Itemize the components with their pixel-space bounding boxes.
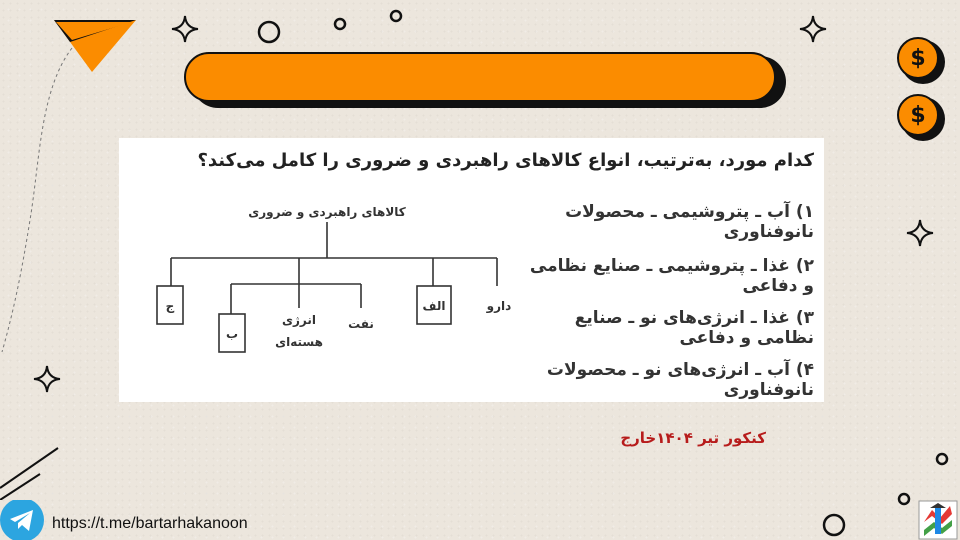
- tree-node-jim: ج: [165, 299, 175, 313]
- tree-node-alef: الف: [422, 299, 446, 313]
- dollar-coin-icon: [897, 94, 939, 136]
- sparkle-star-icon: [170, 14, 200, 44]
- sparkle-star-icon: [798, 14, 828, 44]
- ring-decoration: [934, 451, 950, 467]
- ring-decoration: [332, 16, 348, 32]
- coin-symbol: $: [910, 45, 926, 71]
- title-bar: [184, 52, 776, 102]
- option-1[interactable]: ۱) آب ـ پتروشیمی ـ محصولات نانوفناوری: [565, 202, 814, 242]
- sparkle-star-icon: [905, 218, 935, 248]
- ring-decoration: [388, 8, 404, 24]
- option-2[interactable]: ۲) غذا ـ پتروشیمی ـ صنایع نظامی و دفاعی: [529, 256, 814, 296]
- tree-node-medicine: دارو: [486, 299, 512, 313]
- ring-decoration: [256, 19, 282, 45]
- tree-node-be: ب: [225, 327, 239, 341]
- option-3[interactable]: ۳) غذا ـ انرژی‌های نو ـ صنایع نظامی و دفاعی: [574, 308, 814, 348]
- dollar-coin-icon: [897, 37, 939, 79]
- diagonal-lines-decoration: [0, 440, 70, 500]
- tree-node-nuclear-2: هسته‌ای: [275, 335, 323, 349]
- coin-symbol: $: [910, 102, 926, 128]
- exam-source-label: کنکور تیر ۱۴۰۴خارج: [620, 429, 766, 447]
- telegram-icon[interactable]: [0, 500, 46, 540]
- sparkle-star-icon: [32, 364, 62, 394]
- ring-decoration: [896, 491, 912, 507]
- paper-plane-icon: [52, 16, 138, 76]
- telegram-channel-link[interactable]: https://t.me/bartarhakanoon: [52, 515, 248, 532]
- question-text: کدام مورد، به‌ترتیب، انواع کالاهای راهبردی و ضروری را کامل می‌کند؟: [197, 150, 814, 171]
- ring-decoration: [821, 512, 847, 538]
- tree-node-oil: نفت: [348, 317, 374, 331]
- option-4[interactable]: ۴) آب ـ انرژی‌های نو ـ محصولات نانوفناوری: [546, 360, 814, 400]
- scale-logo-icon: [918, 500, 958, 540]
- tree-root-label: کالاهای راهبردی و ضروری: [248, 205, 406, 219]
- tree-node-nuclear-1: انرژی: [282, 313, 316, 327]
- goods-tree-diagram: [149, 194, 519, 364]
- question-panel: [119, 138, 824, 402]
